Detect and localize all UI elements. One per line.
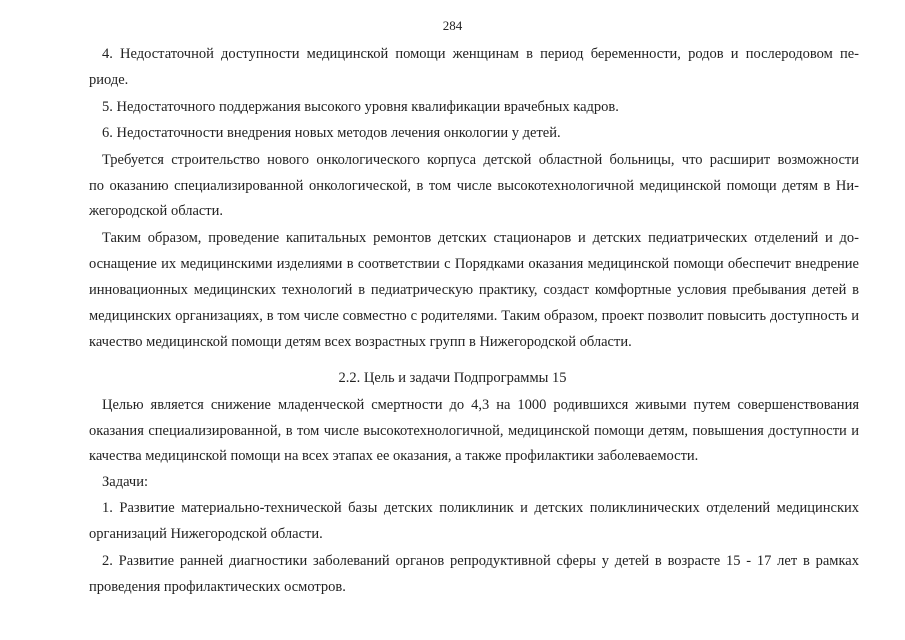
- text-line: качества медицинской помощи на всех этапах ее оказания, а также профилактики заболеваемости.: [89, 448, 699, 464]
- text-line: Целью является снижение младенческой смертности до 4,3 на 1000 родившихся живыми путем совершенствования: [102, 397, 859, 413]
- text-line: жегородской области.: [89, 203, 224, 219]
- text-line: организаций Нижегородской области.: [89, 526, 323, 542]
- text-line: оказания специализированной, в том числе высокотехнологичной, медицинской помощи детям, повышения доступности и: [89, 423, 859, 439]
- text-line: 1. Развитие материально-технической базы детских поликлиник и детских поликлинических отделений медицинских: [102, 500, 859, 516]
- text-line: проведения профилактических осмотров.: [89, 579, 346, 595]
- text-line: по оказанию специализированной онкологической, в том числе высокотехнологичной медицинской помощи детям в Ни-: [89, 178, 859, 194]
- text-line: 6. Недостаточности внедрения новых методов лечения онкологии у детей.: [102, 125, 561, 141]
- page-number: 284: [442, 18, 463, 33]
- text-line: 2. Развитие ранней диагностики заболеваний органов репродуктивной сферы у детей в возрасте 15 - 17 лет в рамках: [102, 553, 859, 569]
- text-line: Задачи:: [102, 474, 149, 490]
- text-line: 5. Недостаточного поддержания высокого уровня квалификации врачебных кадров.: [102, 99, 619, 115]
- text-line: медицинских организациях, в том числе совместно с родителями. Таким образом, проект позволит повысить доступность и: [89, 308, 859, 324]
- text-line: Требуется строительство нового онкологического корпуса детской областной больницы, что расширит возможности: [102, 152, 859, 168]
- section-heading: 2.2. Цель и задачи Подпрограммы 15: [338, 370, 567, 386]
- text-line: Таким образом, проведение капитальных ремонтов детских стационаров и детских педиатрических отделений и до-: [102, 230, 859, 246]
- text-line: инновационных медицинских технологий в педиатрическую практику, создаст комфортные условия пребывания детей в: [89, 282, 859, 298]
- text-line: качество медицинской помощи детям всех возрастных групп в Нижегородской области.: [89, 334, 632, 350]
- text-line: оснащение их медицинскими изделиями в соответствии с Порядками оказания медицинской помощи обеспечит внедрение: [89, 256, 859, 272]
- text-line: риоде.: [89, 72, 129, 88]
- text-line: 4. Недостаточной доступности медицинской помощи женщинам в период беременности, родов и послеродовом пе-: [102, 46, 859, 62]
